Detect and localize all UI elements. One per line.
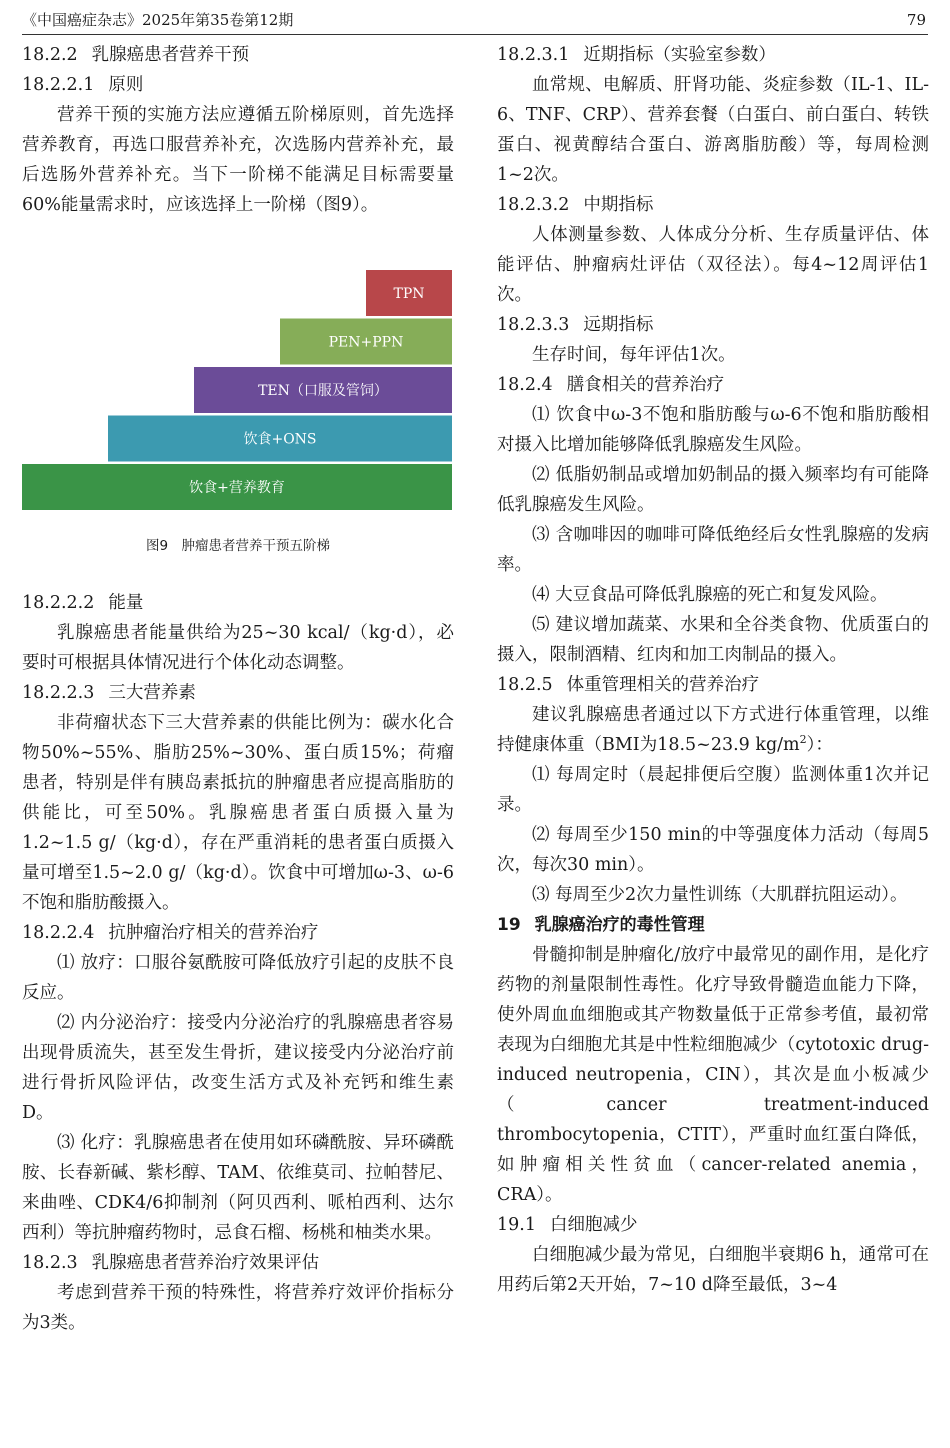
section-heading: 18.2.4 膳食相关的营养治疗 — [497, 375, 725, 395]
step-label: TPN — [393, 286, 425, 302]
paragraph: ⑴ 每周定时（晨起排便后空腹）监测体重1次并记录。 — [497, 765, 929, 815]
paragraph: ⑶ 含咖啡因的咖啡可降低绝经后女性乳腺癌的发病率。 — [497, 525, 929, 575]
paragraph: ⑵ 低脂奶制品或增加奶制品的摄入频率均有可能降低乳腺癌发生风险。 — [497, 465, 929, 515]
paragraph: 非荷瘤状态下三大营养素的供能比例为：碳水化合物50%~55%、脂肪25%~30%、蛋白质15%；荷瘤患者，特别是伴有胰岛素抵抗的肿瘤患者应提高脂肪的供能比，可至50%。乳腺癌患者蛋白质摄入量为1.2~1.5 g/（kg·d），存在严重消耗的患者蛋白质摄入量可增至1.5~2.0 g/（kg·d）。饮食中可增加ω-3、ω-6不饱和脂肪酸摄入。 — [22, 713, 454, 913]
paragraph: 骨髓抑制是肿瘤化/放疗中最常见的副作用，是化疗药物的剂量限制性毒性。化疗导致骨髓造血能力下降，使外周血血细胞或其产物数量低于正常参考值，最初常表现为白细胞尤其是中性粒细胞减少（cytotoxic drug-induced neutropenia，CIN），其次是血小板减少（cancer treatment-induced thrombocytopenia，CTIT），严重时血红蛋白降低，如肿瘤相关性贫血（cancer-related anemia，CRA）。 — [497, 945, 929, 1205]
section-heading: 18.2.2.3 三大营养素 — [22, 683, 196, 703]
page-header — [22, 8, 928, 35]
section-heading: 18.2.2.2 能量 — [22, 593, 144, 613]
step-label: 饮食+营养教育 — [189, 480, 285, 496]
five-step-diagram — [22, 228, 454, 528]
right-column — [497, 40, 929, 1300]
step-label: PEN+PPN — [328, 334, 404, 351]
section-heading: 18.2.5 体重管理相关的营养治疗 — [497, 675, 760, 695]
section-heading: 18.2.2.4 抗肿瘤治疗相关的营养治疗 — [22, 923, 319, 943]
section-heading: 18.2.3 乳腺癌患者营养治疗效果评估 — [22, 1253, 320, 1273]
paragraph: ⑷ 大豆食品可降低乳腺癌的死亡和复发风险。 — [532, 585, 888, 605]
paragraph: 乳腺癌患者能量供给为25~30 kcal/（kg·d），必要时可根据具体情况进行个体化动态调整。 — [22, 623, 454, 673]
paragraph: ⑴ 放疗：口服谷氨酰胺可降低放疗引起的皮肤不良反应。 — [22, 953, 454, 1003]
figure-nine — [22, 228, 454, 588]
paragraph: 营养干预的实施方法应遵循五阶梯原则，首先选择营养教育，再选口服营养补充，次选肠内营养补充，最后选肠外营养补充。当下一阶梯不能满足目标需要量60%能量需求时，应该选择上一阶梯（图9）。 — [22, 105, 454, 215]
paragraph: ⑸ 建议增加蔬菜、水果和全谷类食物、优质蛋白的摄入，限制酒精、红肉和加工肉制品的摄入。 — [497, 615, 929, 665]
paragraph: 生存时间，每年评估1次。 — [532, 345, 736, 365]
paragraph: ⑶ 化疗：乳腺癌患者在使用如环磷酰胺、异环磷酰胺、长春新碱、紫杉醇、TAM、依维莫司、拉帕替尼、来曲唑、CDK4/6抑制剂（阿贝西利、哌柏西利、达尔西利）等抗肿瘤药物时，忌食石榴、杨桃和柚类水果。 — [22, 1133, 454, 1243]
section-heading: 18.2.3.2 中期指标 — [497, 195, 654, 215]
journal-title: 《中国癌症杂志》2025年第35卷第12期 — [22, 11, 294, 29]
paragraph: 白细胞减少最为常见，白细胞半衰期6 h，通常可在用药后第2天开始，7~10 d降至最低，3~4 — [497, 1245, 929, 1295]
figure-caption: 图9 肿瘤患者营养干预五阶梯 — [145, 538, 331, 554]
step-5 — [366, 270, 452, 316]
step-3 — [194, 367, 452, 413]
step-label: 饮食+ONS — [243, 431, 317, 448]
section-heading: 18.2.2 乳腺癌患者营养干预 — [22, 45, 250, 65]
step-2 — [108, 416, 452, 462]
paragraph: ⑵ 每周至少150 min的中等强度体力活动（每周5次，每次30 min）。 — [497, 825, 929, 875]
left-column — [22, 40, 454, 1338]
paragraph: 考虑到营养干预的特殊性，将营养疗效评价指标分为3类。 — [22, 1283, 454, 1333]
paragraph: 人体测量参数、人体成分分析、生存质量评估、体能评估、肿瘤病灶评估（双径法）。每4~12周评估1次。 — [497, 225, 929, 305]
section-heading: 18.2.3.1 近期指标（实验室参数） — [497, 45, 776, 65]
step-4 — [280, 319, 452, 365]
paragraph: 建议乳腺癌患者通过以下方式进行体重管理，以维持健康体重（BMI为18.5~23.9 $kg/m^2$）： — [497, 705, 929, 755]
step-label: TEN（口服及管饲） — [258, 383, 388, 399]
step-1 — [22, 464, 452, 510]
paragraph: ⑵ 内分泌治疗：接受内分泌治疗的乳腺癌患者容易出现骨质流失，甚至发生骨折，建议接受内分泌治疗前进行骨折风险评估，改变生活方式及补充钙和维生素D。 — [22, 1013, 454, 1123]
chapter-heading: 19 乳腺癌治疗的毒性管理 — [497, 915, 705, 935]
paragraph: 血常规、电解质、肝肾功能、炎症参数（IL-1、IL-6、TNF、CRP）、营养套餐（白蛋白、前白蛋白、转铁蛋白、视黄醇结合蛋白、游离脂肪酸）等，每周检测1~2次。 — [497, 75, 929, 185]
section-heading: 19.1 白细胞减少 — [497, 1215, 638, 1235]
section-heading: 18.2.2.1 原则 — [22, 75, 144, 95]
section-heading: 18.2.3.3 远期指标 — [497, 315, 654, 335]
page-number: 79 — [906, 11, 926, 29]
paragraph: ⑴ 饮食中ω-3不饱和脂肪酸与ω-6不饱和脂肪酸相对摄入比增加能够降低乳腺癌发生风险。 — [497, 405, 929, 455]
paragraph: ⑶ 每周至少2次力量性训练（大肌群抗阻运动）。 — [532, 885, 908, 905]
